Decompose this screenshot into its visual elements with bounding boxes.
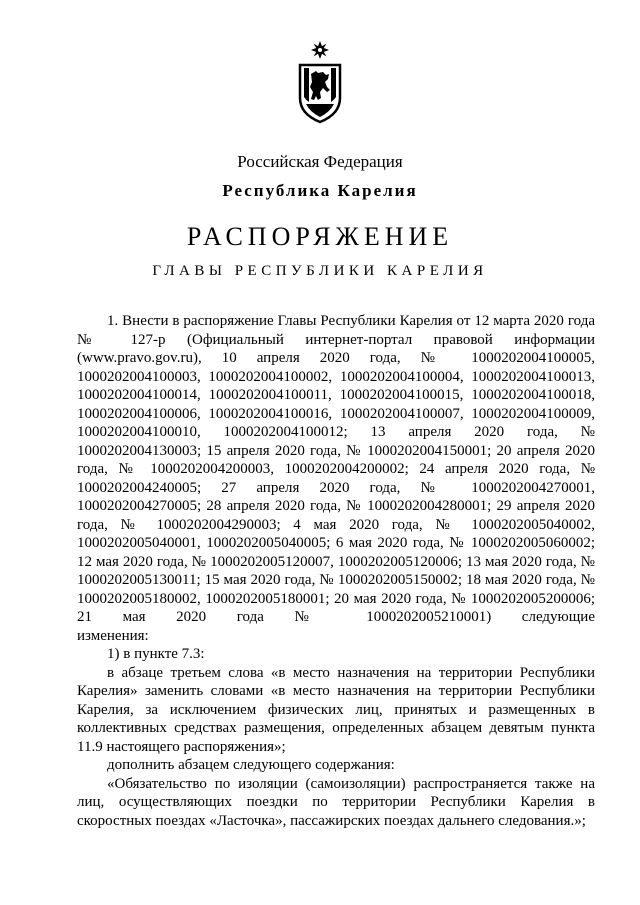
document-body xyxy=(77,312,595,830)
paragraph-1-main: 1. Внести в распоряжение Главы Республики Карелия от 12 марта 2020 года № 127-р (Официальный интернет-портал правовой информации (www.pravo.gov.ru), 10 апреля 2020 года, № 1000202004100005, 1000202004100003, 1000202004100002, 1000202004100004, 1000202004100013, 1000202004100014, 1000202004100011, 1000202004100015, 1000202004100018, 1000202004100006, 1000202004100016, 1000202004100007, 1000202004100009, 1000202004100010, 1000202004100012; 13 апреля 2020 года, № 1000202004130003; 15 апреля 2020 года, № 1000202004150001; 20 апреля 2020 года, № 1000202004200003, 1000202004200002; 24 апреля 2020 года, № 1000202004240005; 27 апреля 2020 года, № 1000202004270001, 1000202004270005; 28 апреля 2020 года, № 1000202004280001; 29 апреля 2020 года, № 1000202004290003; 4 мая 2020 года, № 1000202005040002, 1000202005040001, 1000202005040005; 6 мая 2020 года, № 1000202005060002; 12 мая 2020 года, № 1000202005120007, 1000202005120006; 13 мая 2020 года, № 1000202005130011; 15 мая 2020 года, № 1000202005150002; 18 мая 2020 года, № 1000202005180002, 1000202005180001; 20 мая 2020 года, № 1000202005200006; 21 мая 2020 года № 1000202005210001) следующие xyxy=(77,313,595,625)
karelia-coat-of-arms-icon xyxy=(296,40,344,124)
coat-of-arms xyxy=(296,40,344,124)
republic-name: Республика Карелия xyxy=(222,181,418,200)
federation-line: Российская Федерация xyxy=(237,152,403,171)
issuer-title: ГЛАВЫ РЕСПУБЛИКИ КАРЕЛИЯ xyxy=(152,263,488,279)
paragraph-5: «Обязательство по изоляции (самоизоляции) распространяется также на лиц, осуществляющих поездки по территории Республики Карелия в скоростных поездах «Ласточка», пассажирских поездах дальнего следования.»; xyxy=(77,775,595,829)
paragraph-4: дополнить абзацем следующего содержания: xyxy=(107,757,395,773)
paragraph-1-end: изменения: xyxy=(77,627,149,644)
paragraph-3: в абзаце третьем слова «в место назначения на территории Республики Карелия» заменить словами «в место назначения на территории Республики Карелия, за исключением физических лиц, принятых и размещенных в коллективных средствах размещения, определенных абзацем девятым пункта 11.9 настоящего распоряжения»; xyxy=(77,664,595,755)
paragraph-2: 1) в пункте 7.3: xyxy=(107,646,205,662)
document-type-title: РАСПОРЯЖЕНИЕ xyxy=(186,222,454,251)
